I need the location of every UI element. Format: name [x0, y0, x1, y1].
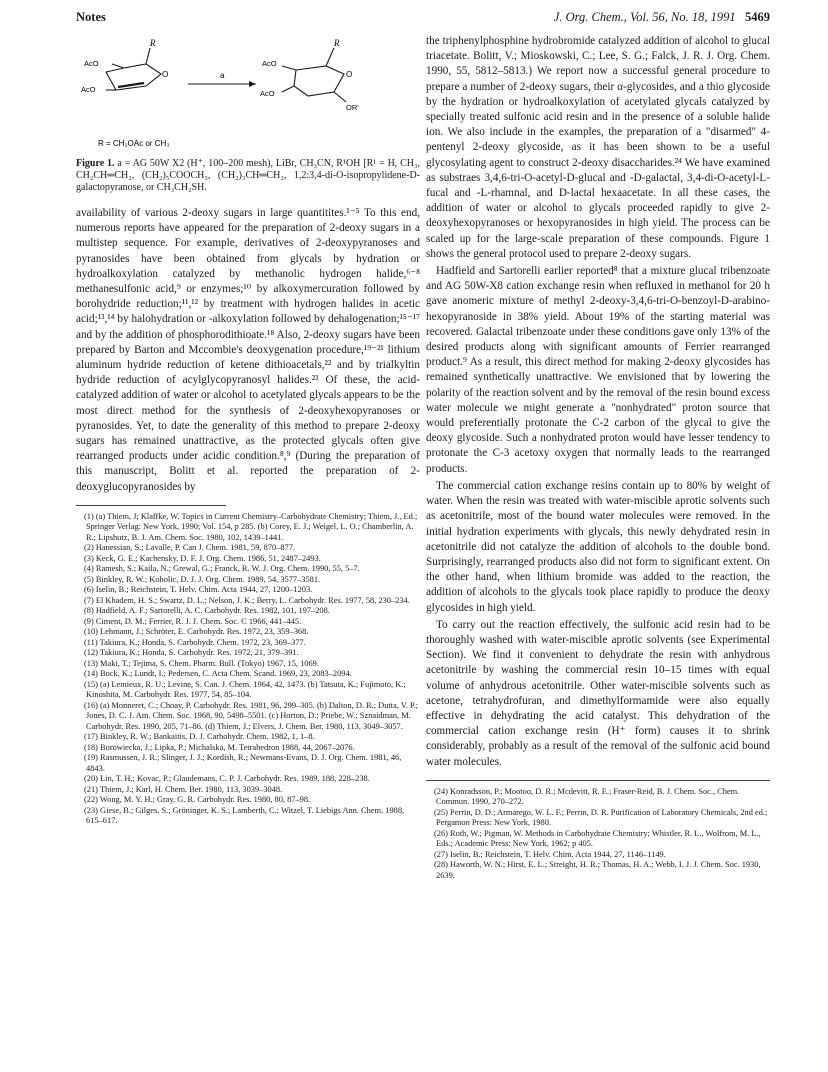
reference-item: (3) Keck, G. E.; Kachensky, D. F. J. Org. Chem. 1986, 51, 2487–2493. [84, 553, 321, 563]
right-column [426, 34, 770, 881]
reference-item: (9) Ciment, D. M.; Ferrier, R. J. J. Chem. Soc. C 1966, 441–445. [84, 616, 302, 626]
reference-item: (5) Binkley, R. W.; Koholic, D. J. J. Org. Chem. 1989, 54, 3577–3581. [84, 574, 321, 584]
arrow-condition-label: a [220, 71, 225, 80]
reference-item: (13) Maki, T.; Tejima, S. Chem. Pharm. Bull. (Tokyo) 1967, 15, 1069. [84, 658, 319, 668]
reference-item: (19) Rasmussen, J. R.; Slinger, J. J.; Kordish, R.; Newmans-Evans, D. J. Org. Chem. 1981, 46, 4843. [84, 753, 402, 773]
reference-item: (21) Thiem, J.; Karl, H. Chem. Ber. 1980, 113, 3039–3048. [84, 784, 283, 794]
page-number: 5469 [745, 10, 770, 24]
glycal-ring-o: O [162, 70, 169, 79]
glycal-structure [106, 48, 161, 90]
reference-list-right [426, 787, 770, 882]
body-paragraph: The commercial cation exchange resins contain up to 80% by weight of water. When the resin was treated with water-miscible aprotic solvents such as acetonitrile, most of the bound water molecules were removed. In the initial hydration experiments with glycals, this newly dehydrated resin in acetonitrile did not catalyze the addition of alcohols to the double bond. Surprisingly, rearranged products also did not form to significant extent. On the other hand, when lithium bromide was added to the reaction, the addition of alcohols to the glycals took place rapidly to produce the deoxy glycosides in high yield. [426, 479, 770, 614]
reference-item: (1) (a) Thiem, J; Klaffke, W. Topics in Current Chemistry–Carbohydrate Chemistry; Thiem, J., Ed.; Springer Verlag: New York, 1990; Vol. 154, p 285. (b) Corey, E. J.; Weigel, L. O.; Chamberlin, A. R.; Lipshutz, B. J. Am. Chem. Soc. 1980, 102, 1439–1441. [84, 511, 418, 542]
footnote-divider [426, 780, 770, 781]
reference-item: (26) Roth, W.; Pigman, W. Methods in Carbohydrate Chemistry; Whistler, R. L., Wolfrom, M. L., Eds.; Academic Press: New York, 1962; p 405. [434, 828, 761, 849]
glycal-aco-top: AcO [84, 59, 99, 68]
body-paragraph: Hadfield and Sartorelli earlier reported⁸ that a mixture glucal tribenzoate and AG 50W-X8 cation exchange resin when refluxed in methanol for 20 h gave anomeric mixture of methyl 2-deoxy-3,4,6-tri-O-benzoyl-D-arabino-hexopyranoside in 38% yield. About 19% of the starting material was recovered. Galactal tribenzoate under these conditions gave only 13% of the desired products along with significant amounts of Ferrier rearranged product.⁹ As a result, this direct method for making 2-deoxy glycosides has remained synthetically unattractive. We envisioned that by lowering the polarity of the reaction solvent and by the removal of the resin bound excess water molecule we might generate a "nonhydrated" proton source that would preferentially protonate the C-2 carbon of the glycal to give the deoxy glycoside. Such a nonhydrated proton would have lesser tendency to protonate the C-3 acetoxy oxygen that normally leads to the rearranged products. [426, 265, 770, 475]
reference-item: (20) Lin, T. H.; Kovac, P.; Glaudemans, C. P. J. Carbohydr. Res. 1989, 188, 228–238. [84, 774, 370, 784]
footnote-divider [76, 505, 226, 506]
running-header-section: Notes [76, 10, 106, 24]
reference-item: (8) Hadfield, A. F.; Sartorelli, A. C. Carbohydr. Res. 1982, 101, 197–208. [84, 606, 330, 616]
reference-item: (27) Iselin, B.; Reichstein, T. Helv. Chim. Acta 1944, 27, 1146–1149. [434, 849, 666, 859]
r-definition: R = CH₂OAc or CH₃ [98, 139, 170, 148]
body-paragraph: availability of various 2-deoxy sugars in large quantitites.¹⁻⁵ To this end, numerous reports have appeared for the preparation of 2-deoxy sugars in a multistep sequence. For example, derivatives of 2-deoxypyranoses and pyranosides have been obtained from glycals by hydration or hydroalkoxylation catalyzed by methanolic hydrogen halide,⁶⁻⁸ methanesulfonic acid,⁹ or enzymes;¹⁰ by alkoxymercuration followed by borohydride reduction;¹¹,¹² by treatment with hydrogen halides in acetic acid;¹³,¹⁴ by halohydration or -alkoxylation followed by dehalogenation;¹⁵⁻¹⁷ and by the addition of phosphorodithioate.¹⁸ Also, 2-deoxy sugars have been prepared by Barton and Mccombie's deoxygenation procedure,¹⁹⁻²¹ lithium aluminum hydride reduction of ketene dithioacetals,²² and by trialkyltin hydride reduction of acylglycopyranosyl halides.²³ Of these, the acid-catalyzed addition of water or alcohol to acetylated glycals appears to be the most direct method for the synthesis of 2-deoxyhexopyranoses or pyranosides. Yet, to date the generality of this method to prepare 2-deoxy sugars has remained unattractive, as the protected glycals often give rearranged products under acidic condition.⁸,⁹ (During the preparation of this manuscript, Bolitt et al. reported the preparation of 2-deoxyglucopyranosides by [76, 207, 420, 493]
reference-item: (6) Iselin, B.; Reichstein, T. Helv. Chim. Acta 1944, 27, 1200–1203. [84, 585, 313, 595]
journal-citation: J. Org. Chem., Vol. 56, No. 18, 1991 [553, 10, 736, 24]
reference-item: (7) El Khadem, H. S.; Swartz, D. L.; Nelson, J. K.; Berry, L. Carbohydr. Res. 1977, 58, 230–234. [84, 595, 410, 605]
reference-item: (4) Ramesh, S.; Kaila, N.; Grewal, G.; Franck, R. W. J. Org. Chem. 1990, 55, 5–7. [84, 564, 360, 574]
product-structure [282, 48, 346, 102]
reference-item: (12) Takiura, K.; Honda, S. Carbohydr. Res. 1972, 21, 379–391. [84, 648, 299, 658]
product-r-label: R [334, 38, 340, 48]
left-column [76, 34, 420, 827]
reference-item: (18) Borowiecka, J.; Lipka, P.; Michalska, M. Tetrahedron 1988, 44, 2067–2076. [84, 742, 355, 752]
body-paragraph: the triphenylphosphine hydrobromide catalyzed addition of alcohol to glucal triacetate. Bolitt, V.; Mioskowski, C.; Lee, S. G.; Falck, J. R. J. Org. Chem. 1990, 55, 5812–5813.) We report now a successful general procedure to prepare a number of 2-deoxy sugars, their α-glycosides, and a thio glycoside by the hydration or hydroalkoxylation of acetylated glycals catalyzed by specially treated sulfonic acid resin and in the presence of a soluble halide ion. We also include in the examples, the preparation of a "disarmed" 4-pentenyl 2-deoxy glycoside, as it has been shown to be a useful glycosylating agent to construct 2-deoxy disaccharides.²⁴ We have examined as substraes 3,4,6-tri-O-acetyl-D-glucal and -D-galactal, 3,4-di-O-acetyl-L-fucal and -L-rhamnal, and D-lactal hexaacetate. In all these cases, the addition of water or alcohol to glycals proceeded rapidly to give 2-deoxyhexopyranoses or hexopyranosides in high yield. The process can be scaled up for the large-scale preparation of these compounds. Figure 1 shows the general protocol used to prepare 2-deoxy sugars. [426, 35, 770, 260]
glycal-r-label: R [150, 38, 156, 48]
product-aco-mid: AcO [260, 89, 275, 98]
reference-item: (11) Takiura, K.; Honda, S. Carbohydr. Chem. 1972, 23, 369–377. [84, 637, 306, 647]
product-ring-o: O [346, 70, 353, 79]
reference-item: (2) Hanessian, S.; Lavalle, P. Can J. Chem. 1981, 59, 870–877. [84, 543, 295, 553]
reference-item: (28) Haworth, W. N.; Hirst, E. L.; Streight, H. R.; Thomas, H. A.; Webb, I. J. J. Chem. Soc. 1930, 2639. [434, 860, 761, 880]
reference-item: (14) Bock, K.; Lundt, I.; Pedersen, C. Acta Chem. Scand. 1969, 23, 2083–2094. [84, 669, 352, 679]
glycal-aco-mid: AcO [81, 85, 96, 94]
figure-caption [76, 158, 420, 194]
product-aco-top: AcO [262, 59, 277, 68]
reference-item: (16) (a) Monneret, C.; Choay, P. Carbohydr. Res. 1981, 96, 299–305. (b) Dalton, D. R.; Dutta, V. P.; Jones, D. C. J. Am. Chem. Soc. 1968, 90, 5498–5501. (c) Horton, D.; Priebe, W.; Sznaidman, M. Carbohydr. Res. 1990, 205, 71–86. (d) Thiem, J.; Elvers, J. Chem. Ber. 1980, 113, 3049–3057. [84, 700, 419, 731]
body-paragraph: To carry out the reaction effectively, the sulfonic acid resin had to be thoroughly washed with water-miscible aprotic solvents (see Experimental Section). We find it convenient to dehydrate the resin with anhydrous acetonitrile by washing the commercial resin 10–15 times with equal volume of anhydrous acetonitrile. Other water-miscible solvents such as acetone, tetrahydrofuran, and dimethylformamide were also equally effective in dehydrating the acid catalyst. This dehydration of the commercial cation exchange resin (H⁺ form) causes it to shrink considerably, probably as a result of the removal of the sulfonic acid bound water molecules. [426, 618, 770, 768]
reference-item: (24) Konradsson, P.; Mootoo, D. R.; Mcdevitt, R. E.; Fraser-Reid, B. J. Chem. Soc., Chem. Commun. 1990, 270–272. [434, 786, 740, 807]
reference-item: (23) Giese, B.; Gilges, S.; Gröninger, K. S.; Lamberth, C.; Witzel, T. Liebigs Ann. Chem. 1988, 615–617. [84, 805, 405, 826]
reference-item: (17) Binkley, R. W.; Bankaitis, D. J. Carbohydr. Chem. 1982, 1, 1–8. [84, 732, 315, 742]
reference-item: (22) Wong, M. Y. H.; Gray, G. R. Carbohydr. Res. 1980, 80, 87–98. [84, 795, 311, 805]
reference-item: (15) (a) Lemieux, R. U.; Levine, S. Can. J. Chem. 1964, 42, 1473. (b) Tatsuta, K.; Fujimoto, K.; Kinoshita, M. Carbohydr. Res. 1977, 54, 85–104. [84, 679, 406, 700]
figure-caption-text: a = AG 50W X2 (H⁺, 100–200 mesh), LiBr, CH₃CN, R¹OH [R¹ = H, CH₃, CH₂CH═CH₂, (CH₂)₅COOCH₃, (CH₂)₃CH═CH₂, 1,2:3,4-di-O-isopropylidene-D-galactopyranose, or CH₃CH₂SH. [76, 158, 421, 193]
reference-list-left [76, 512, 420, 827]
product-or-label: OR' [346, 103, 359, 112]
reference-item: (25) Perrin, D. D.; Armarego, W. L. F.; Perrin, D. R. Purification of Laboratory Chemicals, 2nd ed.; Pergamon Press: New York, 1980. [434, 807, 768, 828]
reaction-arrow [188, 81, 256, 87]
reaction-scheme [76, 34, 420, 152]
figure-label: Figure 1. [76, 158, 115, 169]
reference-item: (10) Lehmann, J.; Schröter, E. Carbohydr. Res. 1972, 23, 359–368. [84, 627, 309, 637]
running-header-journal [554, 10, 770, 25]
reaction-scheme-drawing [76, 34, 420, 152]
